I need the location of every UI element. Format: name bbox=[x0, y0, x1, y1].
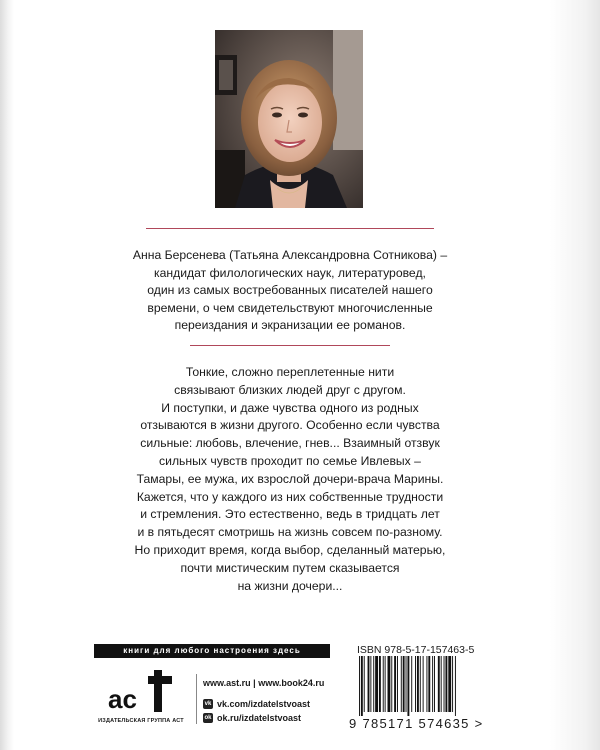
barcode-bar bbox=[438, 656, 440, 712]
page-edge bbox=[550, 0, 600, 750]
barcode-digits: 9 785171 574635 > bbox=[349, 716, 484, 731]
barcode-bar bbox=[423, 656, 424, 712]
barcode-bar bbox=[406, 656, 407, 712]
middle-rule bbox=[190, 345, 390, 346]
barcode-bar bbox=[373, 656, 374, 712]
barcode-bar bbox=[441, 656, 442, 712]
barcode-bar bbox=[407, 656, 409, 716]
barcode-bar bbox=[361, 656, 363, 716]
ok-link[interactable] bbox=[203, 713, 301, 723]
barcode-bar bbox=[383, 656, 384, 712]
barcode-bar bbox=[455, 656, 456, 716]
barcode-bar bbox=[403, 656, 405, 712]
footer-divider bbox=[196, 674, 197, 724]
svg-text:ac: ac bbox=[108, 684, 137, 714]
barcode-bar bbox=[391, 656, 392, 712]
publisher-sites[interactable]: www.ast.ru | www.book24.ru bbox=[203, 678, 325, 688]
barcode-bar bbox=[415, 656, 416, 712]
author-photo bbox=[215, 30, 363, 208]
barcode-bar bbox=[444, 656, 445, 712]
vk-link[interactable] bbox=[203, 699, 310, 709]
publisher-imprint: ИЗДАТЕЛЬСКАЯ ГРУППА АСТ bbox=[98, 718, 184, 724]
barcode-bar bbox=[445, 656, 447, 712]
barcode-bar bbox=[397, 656, 398, 712]
barcode-bar bbox=[432, 656, 433, 712]
barcode-bar bbox=[420, 656, 421, 712]
barcode-bar bbox=[411, 656, 412, 712]
barcode-bar bbox=[368, 656, 370, 712]
barcode-bar bbox=[434, 656, 435, 712]
vk-icon: vk bbox=[204, 701, 212, 707]
barcode-bar bbox=[448, 656, 451, 712]
author-bio: Анна Берсенева (Татьяна Александровна Сотникова) – кандидат филологических наук, литературовед, один из самых востребованных писателей нашего времени, о чем свидетельствуют многочисленные переиздания и экранизации ее романов. bbox=[132, 248, 448, 333]
barcode-bar bbox=[426, 656, 427, 712]
isbn-label: ISBN 978-5-17-157463-5 bbox=[357, 644, 475, 656]
ok-link-label: ok.ru/izdatelstvoast bbox=[217, 713, 302, 723]
barcode-bar bbox=[428, 656, 430, 712]
barcode-bar bbox=[379, 656, 381, 712]
barcode-bar bbox=[375, 656, 378, 712]
barcode-bar bbox=[364, 656, 365, 712]
barcode-bar bbox=[401, 656, 402, 712]
book-annotation: Тонкие, сложно переплетенные нити связывают близких людей друг с другом. И поступки, и даже чувства одного из родных отзываются в жизни другого. Особенно если чувства сильные: любовь, влечение, гнев... Взаимный отзвук сильных чувств проходит по семье Ивлевых – Тамары, ее мужа, их взрослой дочери-врача Марины. Кажется, что у каждого из них собственные трудности и стремления. Это естественно, ведь в тридцать лет и в пятьдесят смотришь на жизнь совсем по-разному. Но приходит время, когда выбор, сделанный матерью, почти мистическим путем сказывается на жизни дочери... bbox=[134, 365, 446, 593]
barcode bbox=[355, 656, 489, 716]
top-rule bbox=[146, 228, 434, 229]
barcode-bar bbox=[417, 656, 419, 712]
spine-shadow bbox=[0, 0, 14, 750]
barcode-bar bbox=[370, 656, 371, 712]
vk-link-label: vk.com/izdatelstvoast bbox=[217, 699, 311, 709]
ok-icon: ok bbox=[204, 715, 212, 721]
barcode-bar bbox=[359, 656, 360, 716]
barcode-bar bbox=[452, 656, 453, 712]
barcode-bar bbox=[394, 656, 396, 712]
tagline-banner: книги для любого настроения здесь bbox=[94, 644, 330, 658]
barcode-bar bbox=[388, 656, 391, 712]
barcode-bar bbox=[385, 656, 386, 712]
